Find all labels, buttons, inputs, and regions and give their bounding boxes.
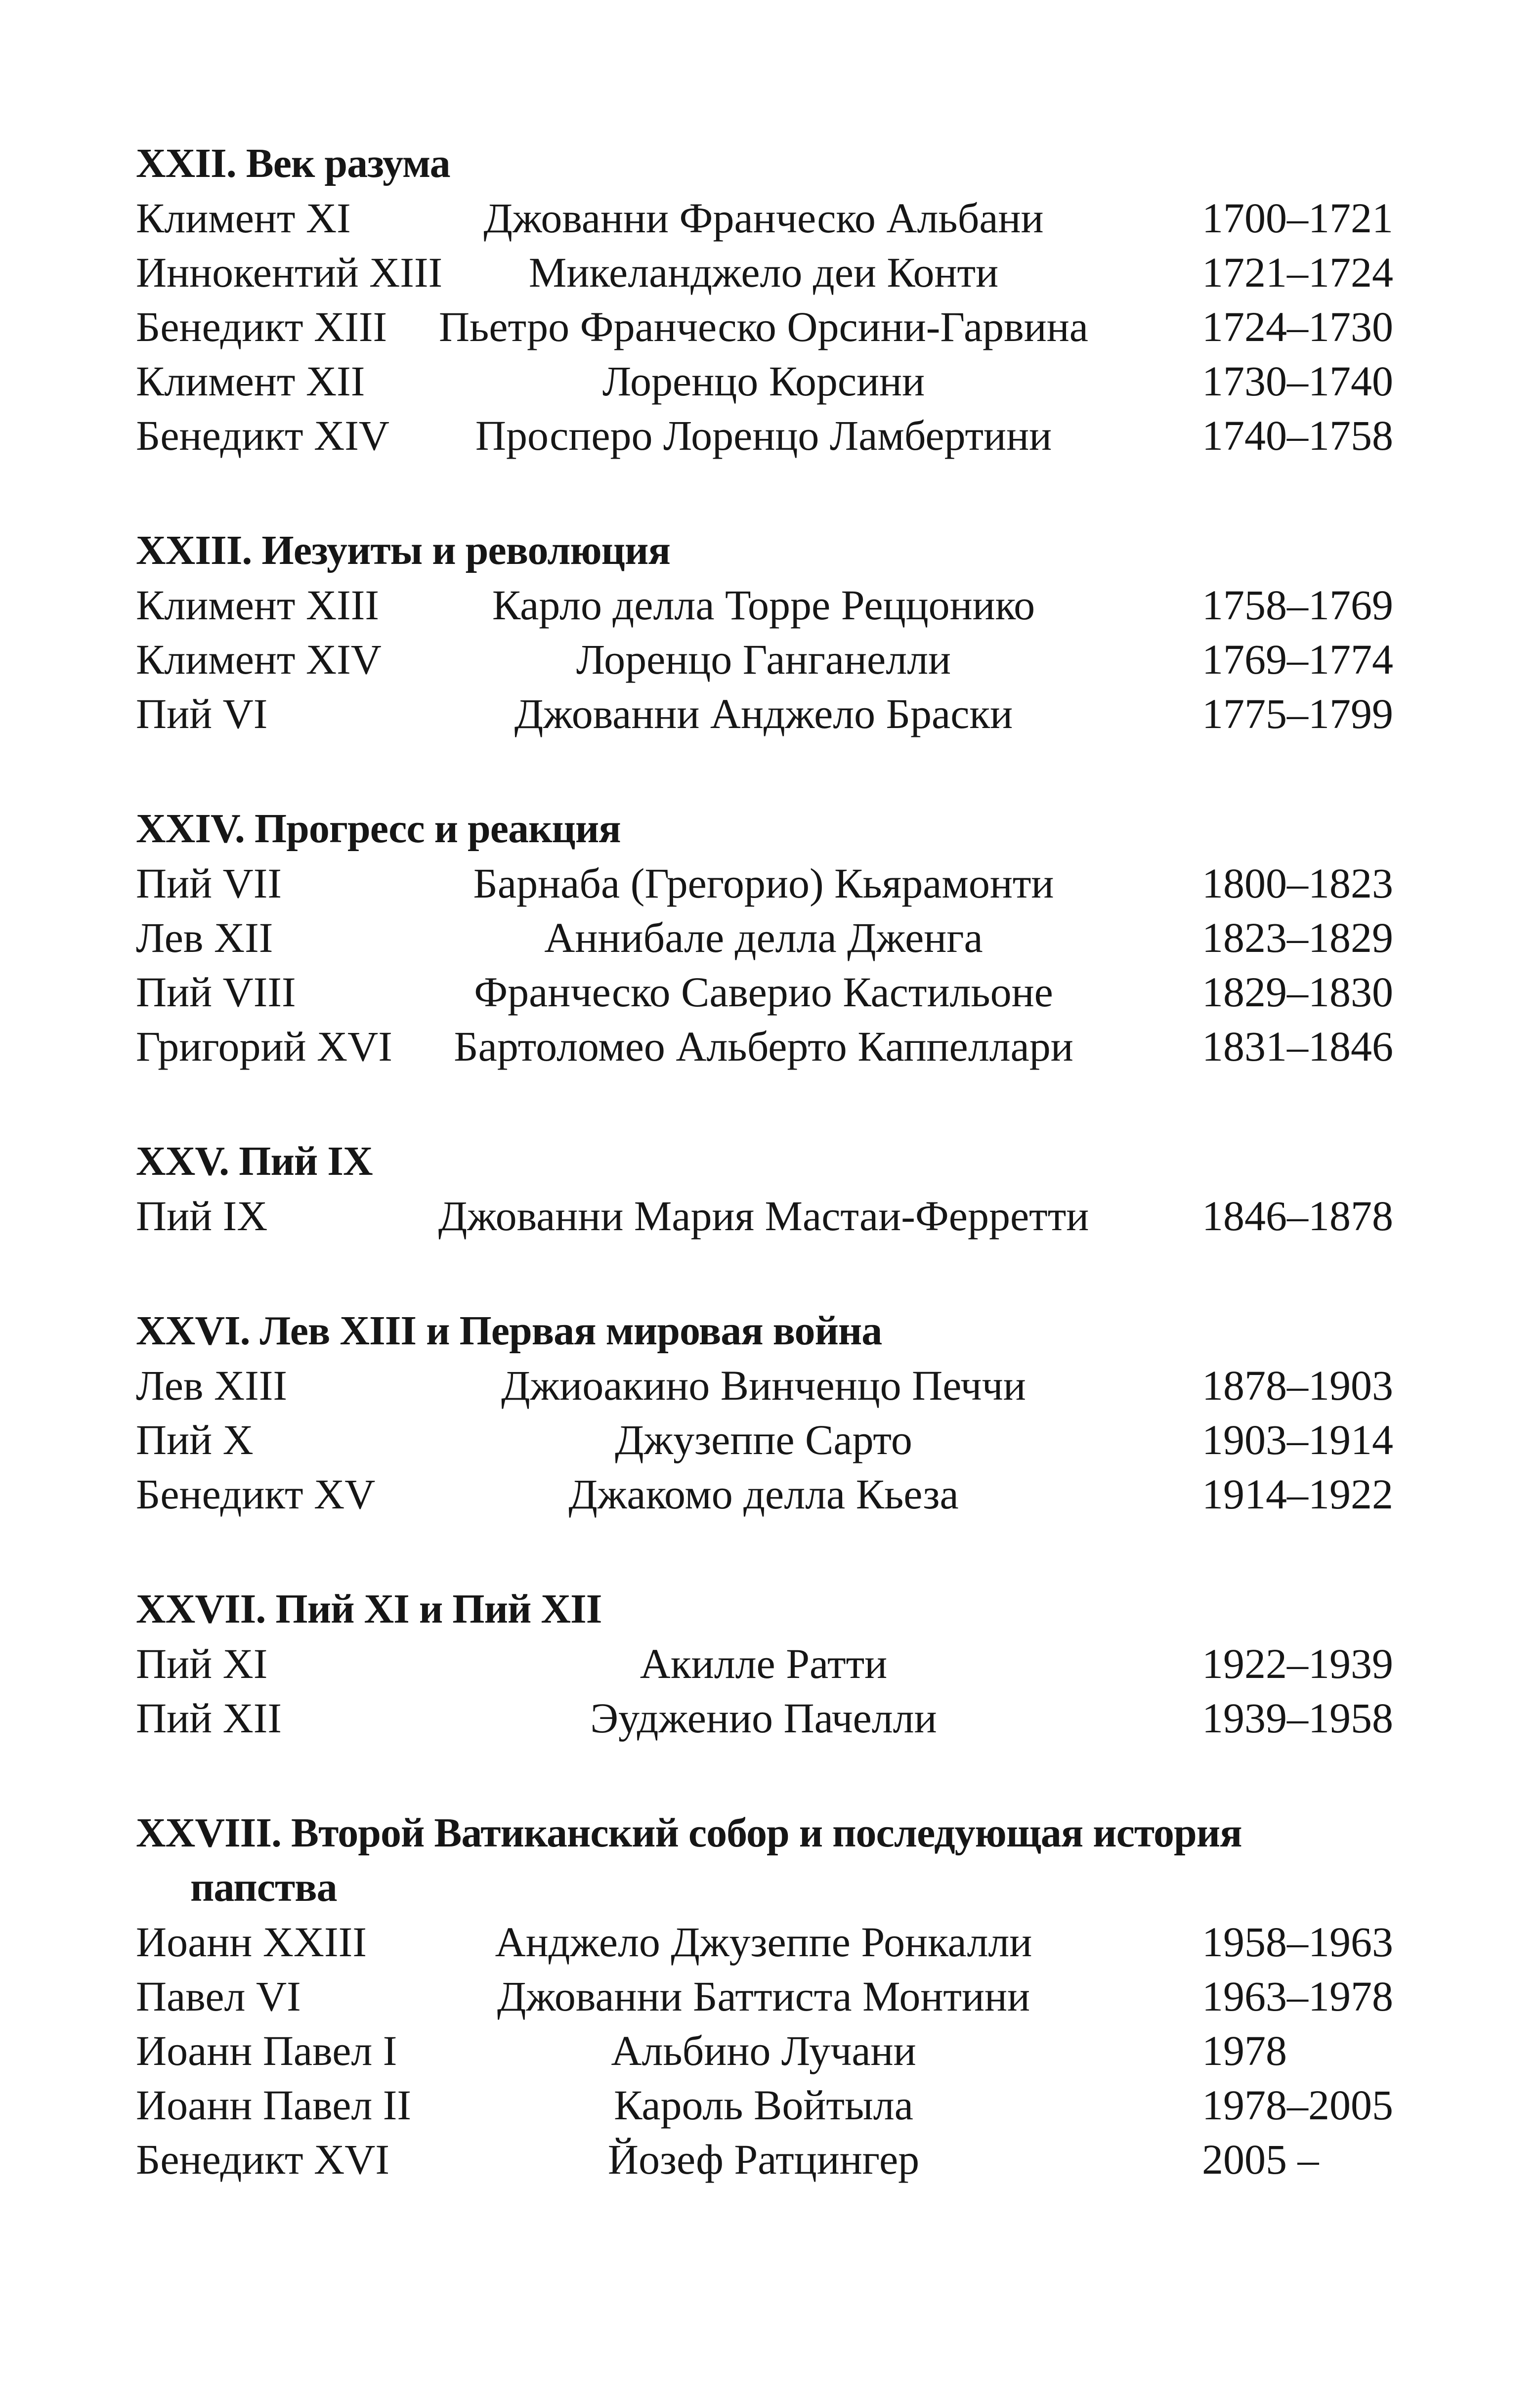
birth-name: Джакомо делла Кьеза: [568, 1470, 959, 1518]
birth-name: Джузеппе Сарто: [615, 1416, 912, 1463]
birth-name: Джованни Франческо Альбани: [483, 194, 1044, 242]
birth-name: Джованни Анджело Браски: [514, 690, 1013, 737]
birth-name: Альбино Лучани: [611, 2027, 916, 2074]
section-heading: XXIII. Иезуиты и революция: [136, 527, 670, 573]
section: [136, 523, 1421, 741]
pope-row: [136, 1915, 1421, 1969]
reign-years: 1740–1758: [1202, 412, 1393, 459]
papal-name: Бенедикт XIV: [136, 412, 389, 459]
section-heading: XXVII. Пий XI и Пий XII: [136, 1586, 602, 1632]
pope-row: [136, 2023, 1421, 2078]
birth-name: Аннибале делла Дженга: [544, 914, 983, 961]
papal-name: Бенедикт XIII: [136, 303, 387, 350]
reign-years: 1700–1721: [1202, 194, 1393, 242]
reign-years: 1823–1829: [1202, 914, 1393, 961]
papal-name: Лев XII: [136, 914, 273, 961]
birth-name: Джованни Мария Мастаи-Ферретти: [438, 1192, 1089, 1240]
birth-name: Эудженио Пачелли: [590, 1694, 937, 1742]
pope-row: [136, 578, 1421, 632]
birth-name: Джиоакино Винченцо Печчи: [501, 1362, 1026, 1409]
papal-name: Иоанн Павел I: [136, 2027, 397, 2074]
papal-name: Пий VIII: [136, 968, 296, 1016]
reign-years: 1800–1823: [1202, 859, 1393, 907]
pope-row: [136, 1969, 1421, 2023]
pope-row: [136, 910, 1421, 965]
reign-years: 1958–1963: [1202, 1918, 1393, 1966]
papal-name: Бенедикт XVI: [136, 2136, 389, 2183]
section: [136, 1582, 1421, 1745]
reign-years: 1978: [1202, 2027, 1287, 2074]
section-heading: XXIV. Прогресс и реакция: [136, 806, 621, 852]
pope-row: [136, 856, 1421, 910]
reign-years: 1831–1846: [1202, 1023, 1393, 1070]
reign-years: 1758–1769: [1202, 581, 1393, 629]
birth-name: Барнаба (Грегорио) Кьярамонти: [473, 859, 1054, 907]
papal-name: Пий IX: [136, 1192, 268, 1240]
papal-name: Пий VII: [136, 859, 282, 907]
papal-name: Климент XI: [136, 194, 351, 242]
section-heading: XXVIII. Второй Ватиканский собор и последующая история: [136, 1810, 1242, 1856]
section-heading: XXVI. Лев XIII и Первая мировая война: [136, 1308, 882, 1354]
papal-name: Иннокентий XIII: [136, 249, 443, 296]
reign-years: 1721–1724: [1202, 249, 1393, 296]
papal-name: Климент XII: [136, 357, 365, 405]
pope-row: [136, 2078, 1421, 2132]
birth-name: Лоренцо Ганганелли: [576, 636, 951, 683]
pope-row: [136, 687, 1421, 741]
birth-name: Лоренцо Корсини: [602, 357, 925, 405]
pope-row: [136, 1636, 1421, 1691]
reign-years: 1914–1922: [1202, 1470, 1393, 1518]
section: [136, 1806, 1421, 2187]
pope-row: [136, 300, 1421, 354]
reign-years: 1846–1878: [1202, 1192, 1393, 1240]
birth-name: Микеланджело деи Конти: [528, 249, 999, 296]
pope-row: [136, 354, 1421, 408]
papal-name: Григорий XVI: [136, 1023, 392, 1070]
section-heading: XXV. Пий IX: [136, 1138, 373, 1184]
pope-row: [136, 1413, 1421, 1467]
papal-name: Иоанн XXIII: [136, 1918, 367, 1966]
birth-name: Просперо Лоренцо Ламбертини: [475, 412, 1052, 459]
papal-list-page: [136, 136, 1421, 2247]
papal-name: Иоанн Павел II: [136, 2081, 412, 2129]
section: [136, 802, 1421, 1073]
reign-years: 1829–1830: [1202, 968, 1393, 1016]
reign-years: 1730–1740: [1202, 357, 1393, 405]
papal-name: Пий XI: [136, 1640, 268, 1687]
reign-years: 1724–1730: [1202, 303, 1393, 350]
papal-name: Лев XIII: [136, 1362, 288, 1409]
papal-name: Пий X: [136, 1416, 254, 1463]
pope-row: [136, 408, 1421, 463]
birth-name: Карло делла Торре Реццонико: [492, 581, 1035, 629]
birth-name: Акилле Ратти: [640, 1640, 888, 1687]
pope-row: [136, 1189, 1421, 1243]
birth-name: Джованни Баттиста Монтини: [497, 1973, 1030, 2020]
birth-name: Анджело Джузеппе Ронкалли: [495, 1918, 1032, 1966]
section: [136, 1304, 1421, 1521]
pope-row: [136, 191, 1421, 245]
reign-years: 1769–1774: [1202, 636, 1393, 683]
papal-name: Климент XIII: [136, 581, 380, 629]
reign-years: 1903–1914: [1202, 1416, 1393, 1463]
pope-row: [136, 965, 1421, 1019]
pope-row: [136, 245, 1421, 300]
papal-name: Павел VI: [136, 1973, 301, 2020]
birth-name: Бартоломео Альберто Каппеллари: [454, 1023, 1073, 1070]
birth-name: Йозеф Ратцингер: [607, 2136, 920, 2183]
section-heading: XXII. Век разума: [136, 140, 450, 186]
papal-name: Пий XII: [136, 1694, 282, 1742]
section-heading-continuation: папства: [190, 1864, 337, 1910]
papal-name: Пий VI: [136, 690, 268, 737]
section: [136, 136, 1421, 463]
reign-years: 1978–2005: [1202, 2081, 1393, 2129]
reign-years: 2005 –: [1202, 2136, 1319, 2183]
birth-name: Кароль Войтыла: [614, 2081, 913, 2129]
reign-years: 1939–1958: [1202, 1694, 1393, 1742]
birth-name: Франческо Саверио Кастильоне: [474, 968, 1053, 1016]
reign-years: 1922–1939: [1202, 1640, 1393, 1687]
pope-row: [136, 632, 1421, 687]
papal-name: Бенедикт XV: [136, 1470, 376, 1518]
pope-row: [136, 2132, 1421, 2187]
reign-years: 1963–1978: [1202, 1973, 1393, 2020]
papal-name: Климент XIV: [136, 636, 382, 683]
reign-years: 1878–1903: [1202, 1362, 1393, 1409]
pope-row: [136, 1358, 1421, 1413]
section: [136, 1134, 1421, 1243]
pope-row: [136, 1019, 1421, 1073]
birth-name: Пьетро Франческо Орсини-Гарвина: [439, 303, 1088, 350]
pope-row: [136, 1467, 1421, 1521]
pope-row: [136, 1691, 1421, 1745]
reign-years: 1775–1799: [1202, 690, 1393, 737]
